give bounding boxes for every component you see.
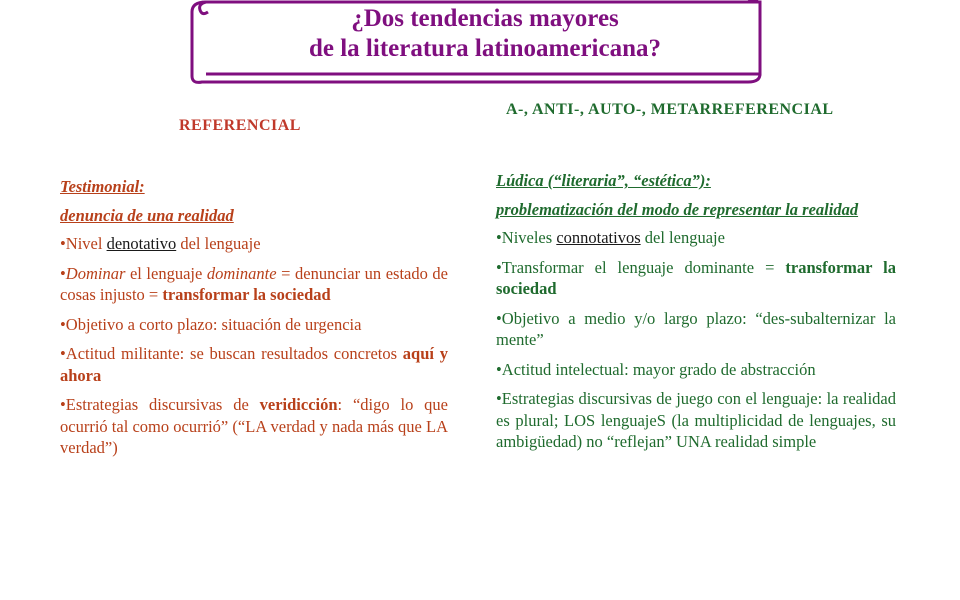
left-item-3 [60, 314, 448, 336]
left-item-4 [60, 343, 448, 386]
left-column-heading: REFERENCIAL [179, 117, 301, 134]
right-column-heading: A-, ANTI-, AUTO-, METARREFERENCIAL [506, 101, 834, 118]
text: •Estrategias discursivas de juego con el lenguaje: la realidad es plural; LOS lenguajeS (la multiplicidad de lenguajes, su ambigüedad) no “reflejan” UNA realidad simple [496, 389, 896, 451]
underlined-term: denotativo [106, 234, 177, 253]
underlined-term: connotativos [556, 228, 641, 247]
text: del lenguaje [640, 228, 725, 247]
text: • [60, 263, 66, 283]
text: •Niveles [496, 228, 557, 247]
banner-title-line2: de la literatura latinoamericana? [308, 35, 661, 62]
banner-title-line1: ¿Dos tendencias mayores [351, 5, 619, 32]
left-column [60, 176, 448, 467]
right-item-2 [496, 257, 896, 300]
title-scroll-banner [188, 0, 766, 84]
bold-term: veridicción [259, 395, 338, 414]
right-subheading-1: Lúdica (“literaria”, “estética”): [496, 171, 711, 190]
text: •Transformar el lenguaje dominante = [496, 257, 786, 277]
left-item-1 [60, 233, 448, 255]
left-item-5 [60, 394, 448, 459]
text: •Objetivo a corto plazo: situación de urgencia [60, 314, 362, 334]
text: •Objetivo a medio y/o largo plazo: “des-subalternizar la mente” [496, 308, 896, 349]
left-item-2 [60, 263, 448, 306]
text: •Actitud intelectual: mayor grado de abstracción [496, 359, 816, 379]
italic-term: dominante [206, 263, 277, 283]
right-item-1 [496, 227, 896, 249]
text: = denunciar un estado de cosas injusto = [60, 263, 448, 304]
right-subheading-2: problematización del modo de representar la realidad [496, 199, 859, 219]
right-column [496, 170, 896, 461]
text: el lenguaje [125, 263, 207, 283]
left-subheading-1: Testimonial: [60, 177, 145, 196]
banner-title [218, 4, 752, 64]
bold-term: aquí y ahora [60, 344, 448, 385]
bold-term: transformar la sociedad [496, 257, 896, 298]
left-subheading-2: denuncia de una realidad [60, 205, 234, 225]
text: : “digo lo que ocurrió tal como ocurrió” (“LA verdad y nada más que LA verdad”) [60, 395, 448, 457]
text: •Actitud militante: se buscan resultados concretos [60, 344, 403, 363]
bold-term: transformar la sociedad [162, 285, 331, 304]
right-item-5 [496, 388, 896, 453]
right-item-3 [496, 308, 896, 351]
italic-term: Dominar [65, 263, 126, 283]
text: del lenguaje [176, 234, 261, 253]
text: •Nivel [60, 234, 107, 253]
right-item-4 [496, 359, 896, 381]
text: •Estrategias discursivas de [60, 395, 260, 414]
